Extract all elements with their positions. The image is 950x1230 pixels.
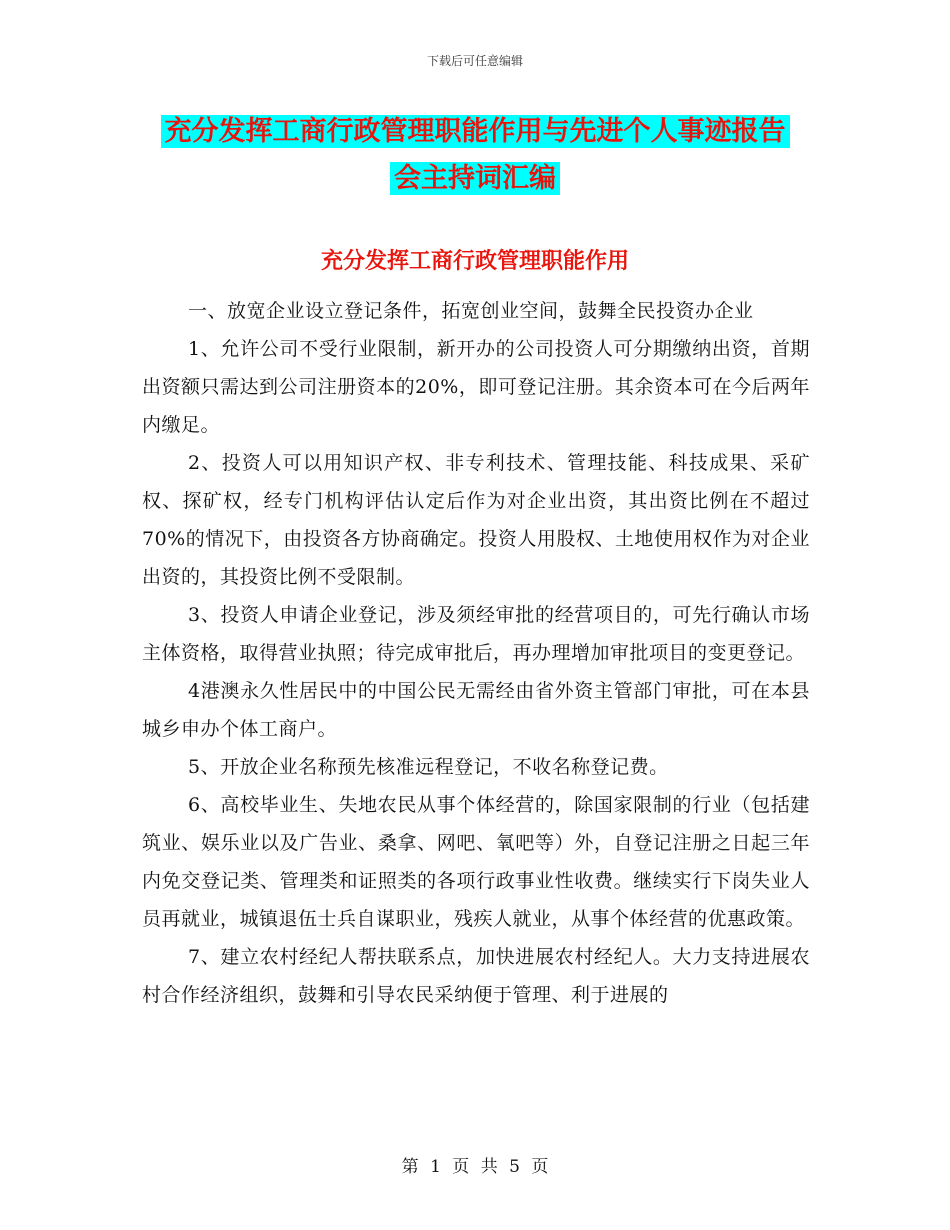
paragraph: 5、开放企业名称预先核准远程登记，不收名称登记费。 bbox=[188, 756, 669, 778]
header-note: 下载后可任意编辑 bbox=[426, 54, 523, 68]
document-body bbox=[142, 292, 810, 1014]
paragraph: 2、投资人可以用知识产权、非专利技术、管理技能、科技成果、采矿权、探矿权，经专门机构评估认定后作为对企业出资，其出资比例在不超过70%的情况下，由投资各方协商确定。投资人用股权、土地使用权作为对企业出资的，其投资比例不受限制。 bbox=[142, 452, 810, 588]
paragraph: 6、高校毕业生、失地农民从事个体经营的，除国家限制的行业（包括建筑业、娱乐业以及广告业、桑拿、网吧、氧吧等）外，自登记注册之日起三年内免交登记类、管理类和证照类的各项行政事业性收费。继续实行下岗失业人员再就业，城镇退伍士兵自谋职业，残疾人就业，从事个体经营的优惠政策。 bbox=[142, 794, 810, 930]
paragraph: 1、允许公司不受行业限制，新开办的公司投资人可分期缴纳出资，首期出资额只需达到公司注册资本的20%，即可登记注册。其余资本可在今后两年内缴足。 bbox=[142, 338, 810, 436]
title-line-2: 会主持词汇编 bbox=[390, 162, 560, 195]
document-title bbox=[140, 108, 810, 202]
title-line-1: 充分发挥工商行政管理职能作用与先进个人事迹报告 bbox=[161, 115, 790, 148]
paragraph: 一、放宽企业设立登记条件，拓宽创业空间，鼓舞全民投资办企业 bbox=[188, 300, 754, 322]
paragraph: 3、投资人申请企业登记，涉及须经审批的经营项目的，可先行确认市场主体资格，取得营业执照；待完成审批后，再办理增加审批项目的变更登记。 bbox=[142, 604, 810, 664]
paragraph: 4港澳永久性居民中的中国公民无需经由省外资主管部门审批，可在本县城乡申办个体工商户。 bbox=[142, 680, 810, 740]
section-title: 充分发挥工商行政管理职能作用 bbox=[320, 249, 629, 274]
paragraph: 7、建立农村经纪人帮扶联系点，加快进展农村经纪人。大力支持进展农村合作经济组织，鼓舞和引导农民采纳便于管理、利于进展的 bbox=[142, 946, 810, 1006]
page-footer: 第 1 页 共 5 页 bbox=[401, 1157, 549, 1177]
